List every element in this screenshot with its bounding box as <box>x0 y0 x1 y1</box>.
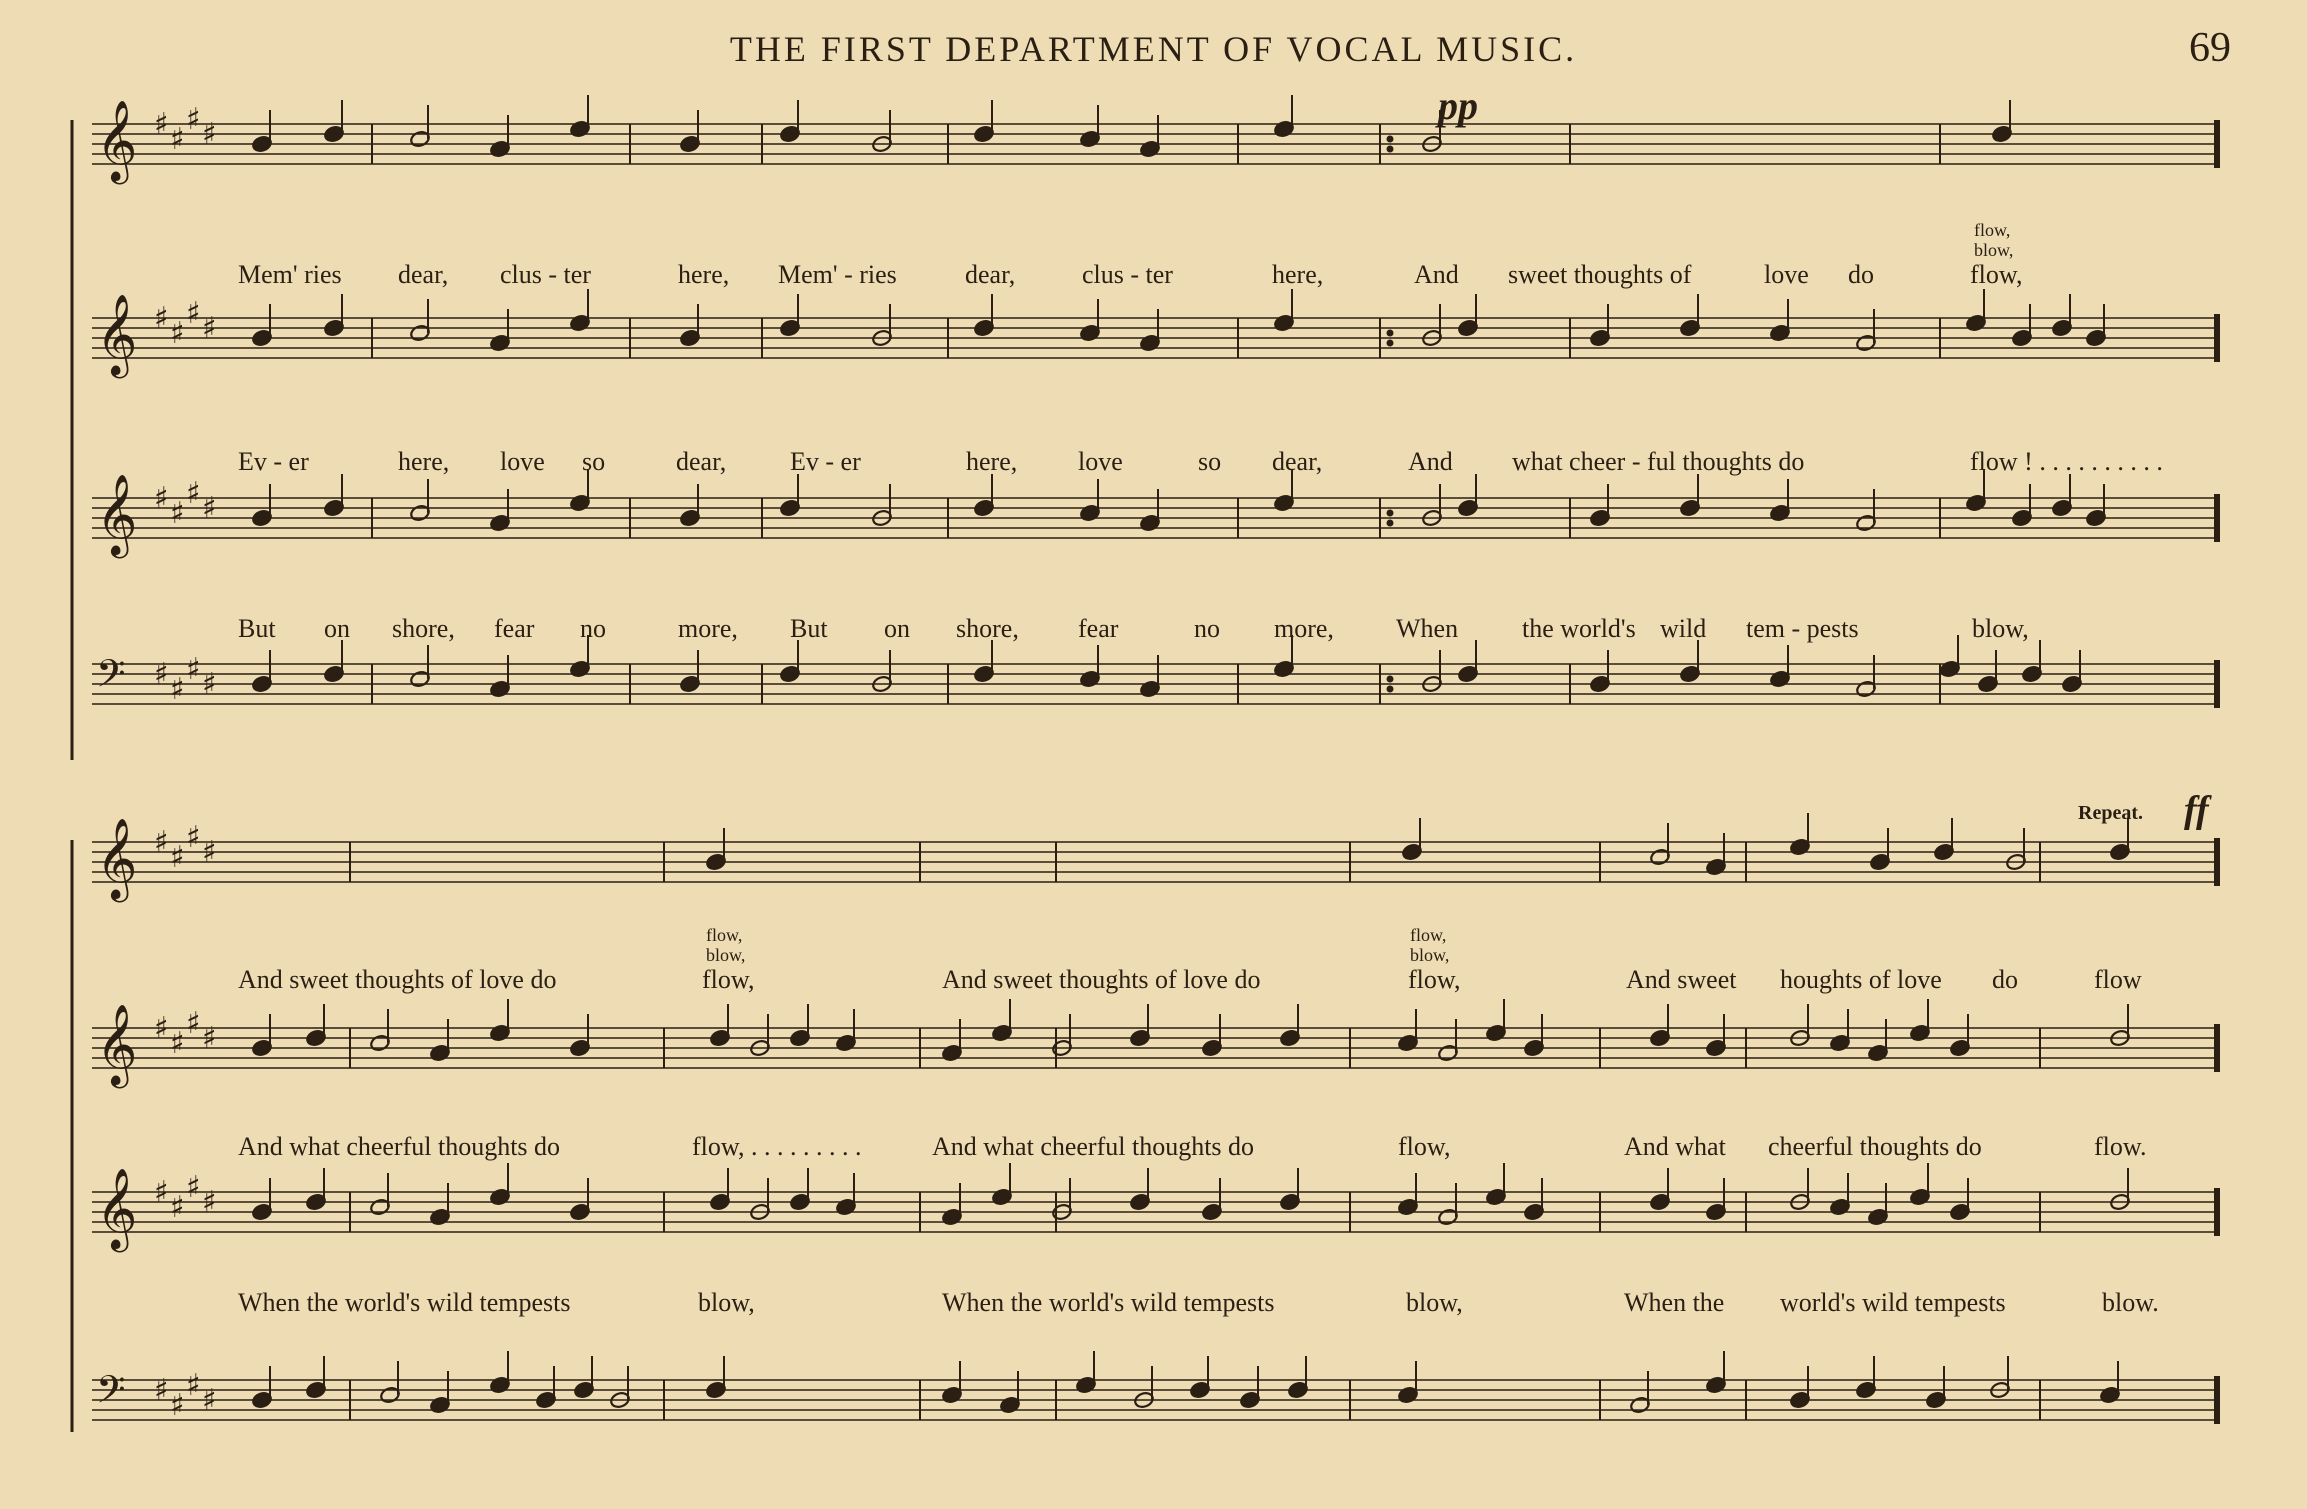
lyric: When <box>1396 614 1459 643</box>
staves <box>72 99 2220 1432</box>
lyric: here, <box>1272 260 1324 289</box>
repeat-dot <box>1387 510 1394 517</box>
sharp-icon: ♯ <box>186 296 201 331</box>
lyric: more, <box>1274 614 1334 643</box>
lyric: flow, <box>1398 1132 1451 1161</box>
lyric: But <box>790 614 828 643</box>
lyric: love <box>1764 260 1809 289</box>
lyric: here, <box>966 447 1018 476</box>
final-barline <box>2214 1188 2220 1236</box>
sharp-icon: ♯ <box>154 107 169 142</box>
lyric: blow, <box>698 1288 755 1317</box>
lyric: blow, <box>1972 614 2029 643</box>
lyric: And sweet thoughts of love do <box>942 965 1261 994</box>
lyric: blow. <box>2102 1288 2159 1317</box>
sharp-icon: ♯ <box>154 1373 169 1408</box>
lyric: so <box>582 447 606 476</box>
lyric: flow ! . . . . . . . . . . <box>1970 447 2163 476</box>
sharp-icon: ♯ <box>202 117 217 152</box>
dynamic-ff: ff <box>2184 789 2209 831</box>
lyric: no <box>1194 614 1220 643</box>
lyric: When the <box>1624 1288 1725 1317</box>
lyric: Mem' ries <box>238 260 342 289</box>
lyric: clus - ter <box>500 260 591 289</box>
notes <box>251 95 2130 1414</box>
sharp-icon: ♯ <box>186 476 201 511</box>
lyric: Ev - er <box>238 447 309 476</box>
page-number: 69 <box>2189 25 2231 71</box>
sharp-icon: ♯ <box>202 491 217 526</box>
final-barline <box>2214 494 2220 542</box>
sharp-icon: ♯ <box>170 1026 185 1061</box>
lyric: clus - ter <box>1082 260 1173 289</box>
lyric: so <box>1198 447 1222 476</box>
lyric: cheerful thoughts do <box>1768 1132 1982 1161</box>
lyric: shore, <box>392 614 455 643</box>
sharp-icon: ♯ <box>170 496 185 531</box>
lyric: And <box>1414 260 1459 289</box>
lyric: When the world's wild tempests <box>942 1288 1275 1317</box>
lyric: tem - pests <box>1746 614 1859 643</box>
lyric: fear <box>494 614 535 643</box>
dynamic-pp: pp <box>1438 83 1478 128</box>
sharp-icon: ♯ <box>154 1175 169 1210</box>
sharp-icon: ♯ <box>202 1021 217 1056</box>
repeat-dot <box>1387 520 1394 527</box>
sharp-icon: ♯ <box>202 667 217 702</box>
final-barline <box>2214 660 2220 708</box>
repeat-dot <box>1387 686 1394 693</box>
repeat-dot <box>1387 676 1394 683</box>
lyric: dear, <box>1272 447 1323 476</box>
treble-clef-icon: 𝄞 <box>96 473 138 555</box>
lyric: here, <box>678 260 730 289</box>
lyric: When the world's wild tempests <box>238 1288 571 1317</box>
lyric: flow, . . . . . . . . . <box>692 1132 862 1161</box>
lyric: And what <box>1624 1132 1726 1161</box>
lyric: dear, <box>676 447 727 476</box>
sharp-icon: ♯ <box>186 1170 201 1205</box>
lyric: what cheer - ful thoughts do <box>1512 447 1805 476</box>
lyric-stack: flow, blow, <box>706 925 746 965</box>
bass-clef-icon: 𝄢 <box>96 1367 126 1421</box>
final-barline <box>2214 838 2220 886</box>
sharp-icon: ♯ <box>202 311 217 346</box>
lyric: And sweet thoughts of love do <box>238 965 557 994</box>
treble-clef-icon: 𝄞 <box>96 817 138 899</box>
sharp-icon: ♯ <box>186 1006 201 1041</box>
repeat-label: Repeat. <box>2078 802 2143 824</box>
lyric: houghts of love <box>1780 965 1942 994</box>
sharp-icon: ♯ <box>170 122 185 157</box>
lyric: love <box>1078 447 1123 476</box>
lyric: flow <box>2094 965 2142 994</box>
lyric: Ev - er <box>790 447 861 476</box>
final-barline <box>2214 1376 2220 1424</box>
repeat-dot <box>1387 330 1394 337</box>
treble-clef-icon: 𝄞 <box>96 293 138 375</box>
treble-clef-icon: 𝄞 <box>96 1167 138 1249</box>
lyric: dear, <box>965 260 1016 289</box>
treble-clef-icon: 𝄞 <box>96 1003 138 1085</box>
sharp-icon: ♯ <box>170 1190 185 1225</box>
lyric: And what cheerful thoughts do <box>238 1132 561 1161</box>
treble-clef-icon: 𝄞 <box>96 99 138 181</box>
sharp-icon: ♯ <box>154 657 169 692</box>
sharp-icon: ♯ <box>186 820 201 855</box>
lyric: flow, <box>1408 965 1461 994</box>
lyric: Mem' - ries <box>778 260 897 289</box>
sharp-icon: ♯ <box>202 1383 217 1418</box>
lyric: And sweet <box>1626 965 1737 994</box>
lyric: no <box>580 614 606 643</box>
lyric: fear <box>1078 614 1119 643</box>
repeat-dot <box>1387 340 1394 347</box>
sharp-icon: ♯ <box>186 652 201 687</box>
bass-clef-icon: 𝄢 <box>96 651 126 705</box>
final-barline <box>2214 314 2220 362</box>
sharp-icon: ♯ <box>202 835 217 870</box>
lyric: sweet thoughts of <box>1508 260 1692 289</box>
lyric: here, <box>398 447 450 476</box>
lyric: the world's <box>1522 614 1636 643</box>
running-title: THE FIRST DEPARTMENT OF VOCAL MUSIC. <box>729 29 1578 69</box>
lyric: flow. <box>2094 1132 2147 1161</box>
lyric-stack: flow, blow, <box>1974 220 2014 260</box>
sharp-icon: ♯ <box>170 316 185 351</box>
lyric: do <box>1848 260 1874 289</box>
lyric: flow, <box>702 965 755 994</box>
sharp-icon: ♯ <box>170 1388 185 1423</box>
lyric: dear, <box>398 260 449 289</box>
lyric: on <box>324 614 350 643</box>
lyric: more, <box>678 614 738 643</box>
sharp-icon: ♯ <box>170 840 185 875</box>
final-barline <box>2214 1024 2220 1072</box>
final-barline <box>2214 120 2220 168</box>
repeat-dot <box>1387 136 1394 143</box>
sharp-icon: ♯ <box>154 825 169 860</box>
lyric: wild <box>1660 614 1707 643</box>
lyric: world's wild tempests <box>1780 1288 2006 1317</box>
repeat-dot <box>1387 146 1394 153</box>
lyric: blow, <box>1406 1288 1463 1317</box>
sharp-icon: ♯ <box>170 672 185 707</box>
lyric: love <box>500 447 545 476</box>
lyric: do <box>1992 965 2018 994</box>
lyric-stack: flow, blow, <box>1410 925 1450 965</box>
sharp-icon: ♯ <box>186 102 201 137</box>
sharp-icon: ♯ <box>202 1185 217 1220</box>
lyric: on <box>884 614 910 643</box>
sharp-icon: ♯ <box>154 1011 169 1046</box>
lyric: And <box>1408 447 1453 476</box>
sharp-icon: ♯ <box>154 301 169 336</box>
sharp-icon: ♯ <box>154 481 169 516</box>
lyric: But <box>238 614 276 643</box>
sharp-icon: ♯ <box>186 1368 201 1403</box>
lyric: shore, <box>956 614 1019 643</box>
lyric: flow, <box>1970 260 2023 289</box>
lyric: And what cheerful thoughts do <box>932 1132 1255 1161</box>
